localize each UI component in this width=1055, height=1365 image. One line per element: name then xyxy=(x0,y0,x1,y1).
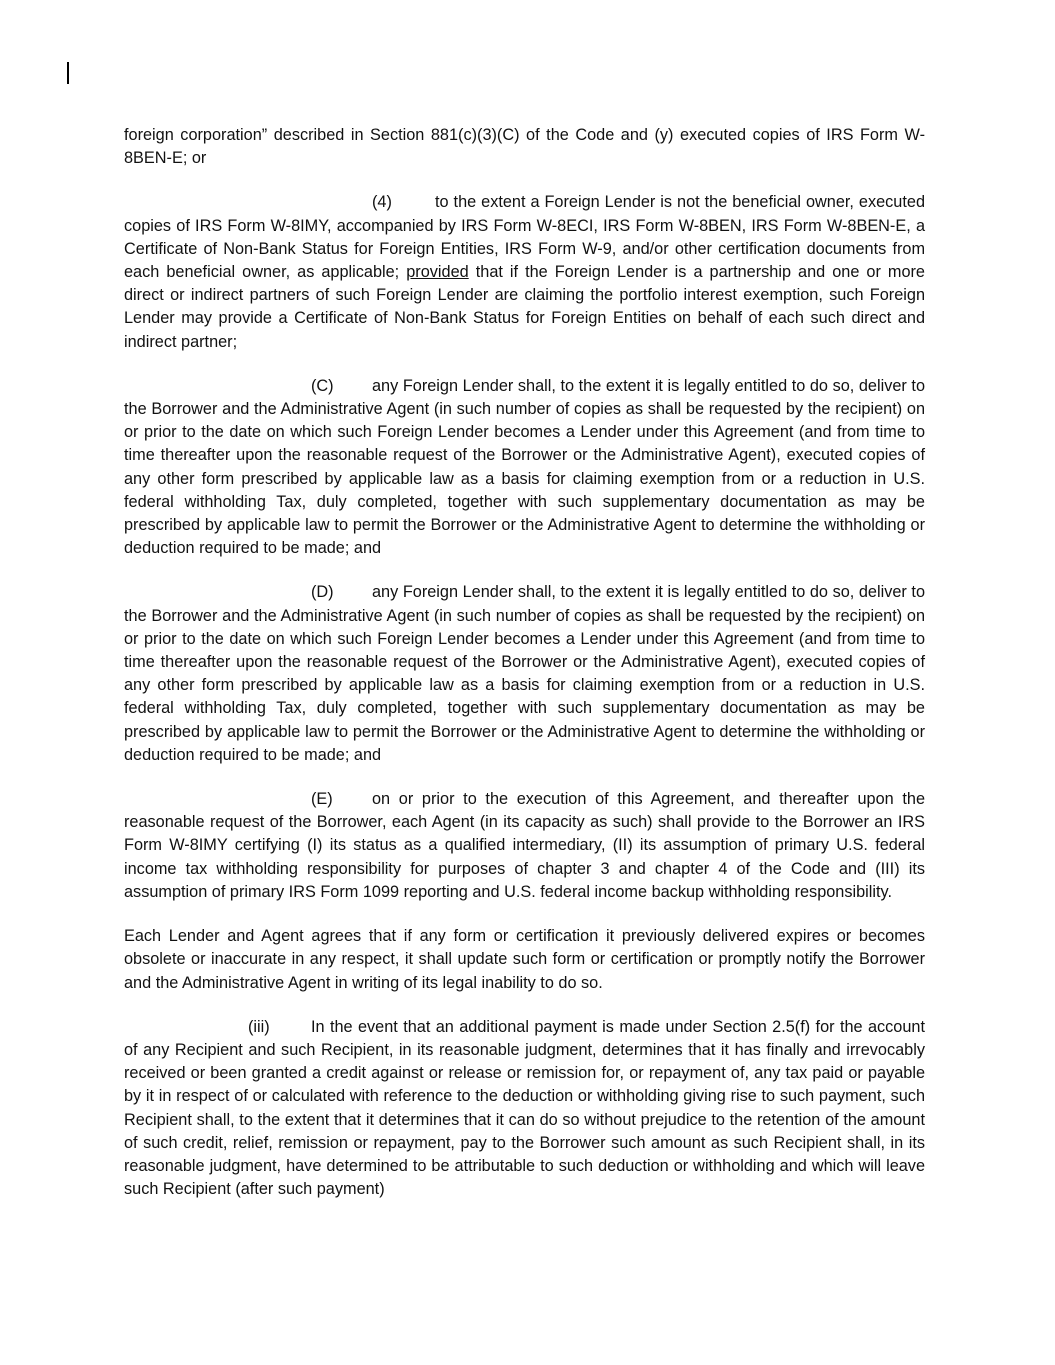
clause-label-d: (D) xyxy=(311,583,334,602)
paragraph-top: foreign corporation” described in Section 881(c)(3)(C) of the Code and (y) executed copies of IRS Form W-8BEN-E; or xyxy=(124,126,925,168)
paragraph-c-text: any Foreign Lender shall, to the extent it is legally entitled to do so, deliver to the Borrower and the Administrative Agent (in such number of copies as shall be requested by the recipient) on or prior to the date on which such Foreign Lender becomes a Lender under this Agreement (and from time to time thereafter upon the reasonable request of the Borrower or the Administrative Agent), executed copies of any other form prescribed by applicable law as a basis for claiming exemption from or a reduction in U.S. federal withholding Tax, duly completed, together with such supplementary documentation as may be prescribed by applicable law to permit the Borrower or the Administrative Agent to determine the withholding or deduction required to be made; and xyxy=(124,376,925,558)
paragraph-4-text-before: to the extent a Foreign Lender is not the beneficial owner, executed copies of IRS Form W-8IMY, accompanied by IRS Form W-8ECI, IRS Form W-8BEN, IRS Form W-8BEN-E, a Certificate of Non-Bank Status for Foreign Entities, IRS Form W-9, and/or other certification documents from each beneficial owner, as applicable; xyxy=(124,193,925,282)
text-cursor xyxy=(67,62,69,84)
paragraph-d-text: any Foreign Lender shall, to the extent it is legally entitled to do so, deliver to the Borrower and the Administrative Agent (in such number of copies as shall be requested by the recipient) on or prior to the date on which such Foreign Lender becomes a Lender under this Agreement (and from time to time thereafter upon the reasonable request of the Borrower or the Administrative Agent), executed copies of any other form prescribed by applicable law as a basis for claiming exemption from or a reduction in U.S. federal withholding Tax, duly completed, together with such supplementary documentation as may be prescribed by applicable law to permit the Borrower or the Administrative Agent to determine the withholding or deduction required to be made; and xyxy=(124,583,925,764)
document-page xyxy=(124,124,925,1222)
paragraph-4-text-after: that if the Foreign Lender is a partnership and one or more direct or indirect partners of such Foreign Lender are claiming the portfolio interest exemption, such Foreign Lender may provide a Certificate of Non-Bank Status for Foreign Entities on behalf of each such direct and indirect partner; xyxy=(124,263,925,351)
paragraph-iii xyxy=(124,1016,925,1202)
clause-label-e: (E) xyxy=(311,790,333,809)
provided-underlined: provided xyxy=(406,263,469,282)
clause-label-4: (4) xyxy=(372,193,392,212)
paragraph-c xyxy=(124,375,925,561)
paragraph-e xyxy=(124,788,925,904)
paragraph-e-text: on or prior to the execution of this Agreement, and thereafter upon the reasonable request of the Borrower, each Agent (in its capacity as such) shall provide to the Borrower an IRS Form W-8IMY certifying (I) its status as a qualified intermediary, (II) its assumption of primary U.S. federal income tax withholding responsibility for purposes of chapter 3 and chapter 4 of the Code and (III) its assumption of primary IRS Form 1099 reporting and U.S. federal income backup withholding responsibility. xyxy=(124,790,925,901)
clause-label-c: (C) xyxy=(311,376,334,395)
paragraph-each-lender: Each Lender and Agent agrees that if any form or certification it previously delivered expires or becomes obsolete or inaccurate in any respect, it shall update such form or certification or promptly notify the Borrower and the Administrative Agent in writing of its legal inability to do so. xyxy=(124,927,925,992)
paragraph-d xyxy=(124,581,925,767)
paragraph-4 xyxy=(124,191,925,353)
clause-label-iii: (iii) xyxy=(248,1017,270,1036)
paragraph-iii-text: In the event that an additional payment is made under Section 2.5(f) for the account of any Recipient and such Recipient, in its reasonable judgment, determines that it has finally and irrevocably received or been granted a credit against or release or remission for, or repayment of, any tax paid or payable by it in respect of or calculated with reference to the deduction or withholding giving rise to such payment, such Recipient shall, to the extent that it determines that it can do so without prejudice to the retention of the amount of such credit, relief, remission or repayment, pay to the Borrower such amount as such Recipient shall, in its reasonable judgment, have determined to be attributable to such deduction or withholding and which will leave such Recipient (after such payment) xyxy=(124,1017,925,1199)
